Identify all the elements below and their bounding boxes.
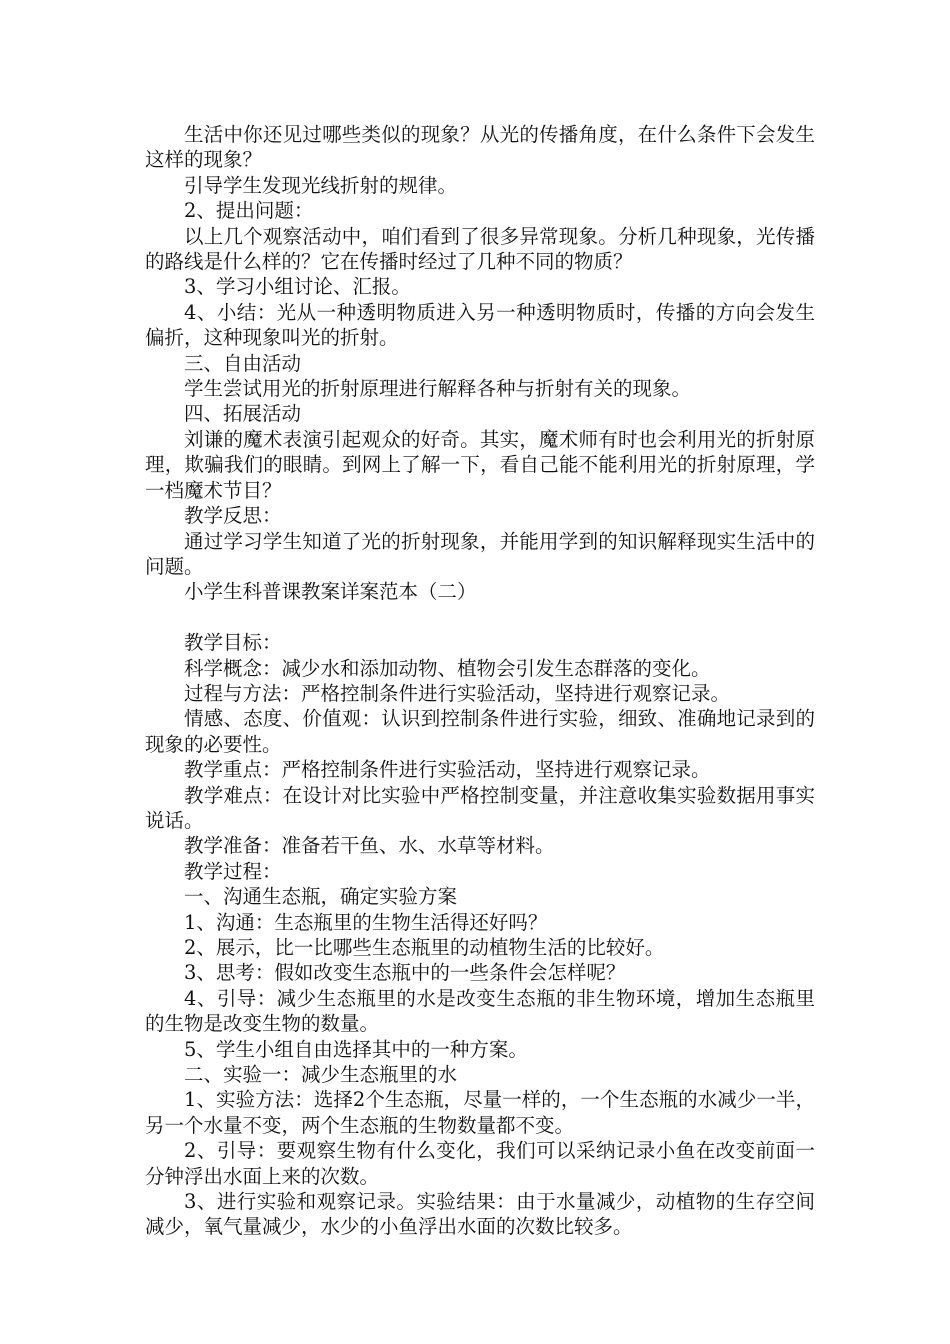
- paragraph-11: 教学反思：: [184, 504, 282, 528]
- paragraph-3: 2、提出问题：: [184, 199, 314, 223]
- paragraph-1: 生活中你还见过哪些类似的现象？从光的传播角度，在什么条件下会发生这样的现象？: [145, 123, 815, 172]
- paragraph-22: 教学过程：: [184, 859, 282, 883]
- paragraph-21: 教学准备：准备若干鱼、水、水草等材料。: [184, 834, 555, 858]
- paragraph-28: 5、学生小组自由选择其中的一种方案。: [184, 1037, 528, 1061]
- paragraph-2: 引导学生发现光线折射的规律。: [184, 173, 458, 197]
- paragraph-25: 2、展示，比一比哪些生态瓶里的动植物生活的比较好。: [184, 935, 665, 959]
- section-heading-3: 三、自由活动: [184, 351, 302, 375]
- paragraph-24: 1、沟通：生态瓶里的生物生活得还好吗？: [184, 910, 548, 934]
- paragraph-31: 2、引导：要观察生物有什么变化，我们可以采纳记录小鱼在改变前面一分钟浮出水面上来的次数。: [145, 1139, 815, 1188]
- paragraph-8: 学生尝试用光的折射原理进行解释各种与折射有关的现象。: [184, 377, 692, 401]
- paragraph-17: 过程与方法：严格控制条件进行实验活动，坚持进行观察记录。: [184, 681, 731, 705]
- section-heading-4: 四、拓展活动: [184, 402, 302, 426]
- paragraph-26: 3、思考：假如改变生态瓶中的一些条件会怎样呢？: [184, 961, 626, 985]
- paragraph-4: 以上几个观察活动中，咱们看到了很多异常现象。分析几种现象，光传播的路线是什么样的？它在传播时经过了几种不同的物质？: [145, 224, 815, 274]
- paragraph-20: 教学难点：在设计对比实验中严格控制变量，并注意收集实验数据用事实说话。: [145, 783, 815, 832]
- document-page: [145, 122, 815, 1240]
- paragraph-10: 刘谦的魔术表演引起观众的好奇。其实，魔术师有时也会利用光的折射原理，欺骗我们的眼睛。到网上了解一下，看自己能不能利用光的折射原理，学一档魔术节目？: [145, 427, 815, 502]
- paragraph-19: 教学重点：严格控制条件进行实验活动，坚持进行观察记录。: [184, 758, 711, 782]
- paragraph-16: 科学概念：减少水和添加动物、植物会引发生态群落的变化。: [184, 656, 711, 680]
- blank-line: [145, 605, 815, 630]
- paragraph-6: 4、小结：光从一种透明物质进入另一种透明物质时，传播的方向会发生偏折，这种现象叫光的折射。: [145, 300, 815, 350]
- paragraph-18: 情感、态度、价值观：认识到控制条件进行实验，细致、准确地记录到的现象的必要性。: [145, 707, 815, 756]
- paragraph-12: 通过学习学生知道了光的折射现象，并能用学到的知识解释现实生活中的问题。: [145, 529, 815, 578]
- section-heading-1: 一、沟通生态瓶，确定实验方案: [184, 885, 458, 909]
- paragraph-15: 教学目标：: [184, 631, 282, 655]
- paragraph-27: 4、引导：减少生态瓶里的水是改变生态瓶的非生物环境，增加生态瓶里的生物是改变生物的数量。: [145, 986, 815, 1036]
- paragraph-30: 1、实验方法：选择2个生态瓶，尽量一样的，一个生态瓶的水减少一半，另一个水量不变，两个生态瓶的生物数量都不变。: [145, 1088, 815, 1137]
- paragraph-32: 3、进行实验和观察记录。实验结果：由于水量减少，动植物的生存空间减少，氧气量减少，水少的小鱼浮出水面的次数比较多。: [145, 1190, 815, 1239]
- paragraph-5: 3、学习小组讨论、汇报。: [184, 275, 411, 299]
- document-subtitle: 小学生科普课教案详案范本（二）: [184, 580, 477, 604]
- section-heading-2: 二、实验一：减少生态瓶里的水: [184, 1063, 458, 1087]
